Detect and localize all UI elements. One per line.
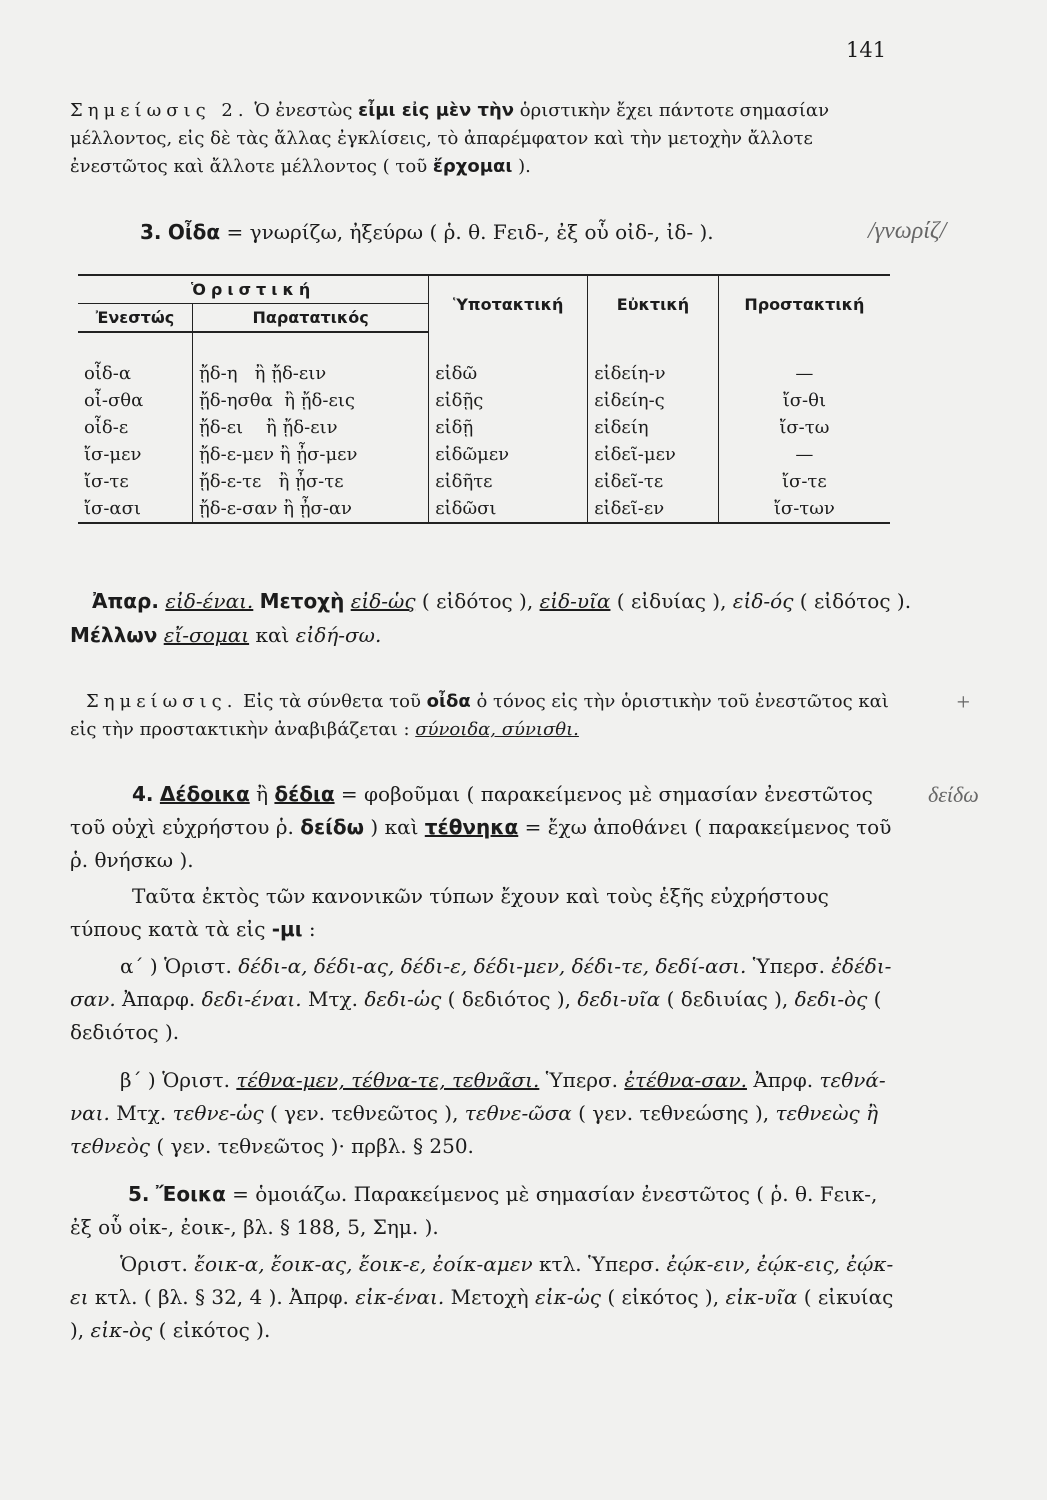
beta-text-4: Μτχ. <box>109 1101 173 1125</box>
cell-paratatikos: ᾔδ-ε-τε ἢ ᾖσ-τε <box>192 468 428 495</box>
alpha-text-5: ( δεδιότος ), <box>441 987 578 1011</box>
table-row <box>78 414 890 441</box>
section-4-number: 4. <box>132 782 154 806</box>
cell-prostaktiki: ἴσ-θι <box>718 387 890 414</box>
cell-enestos: οἶ-σθα <box>84 390 144 411</box>
cell-enestos: ἴσ-τε <box>84 471 129 492</box>
beta-text-2: Ὑπερσ. <box>539 1068 625 1092</box>
future-form-1: εἴ-σομαι <box>163 623 250 647</box>
alpha-text-2: Ὑπερσ. <box>746 954 832 978</box>
handwritten-margin-note: /γνωρίζ/ <box>868 218 947 244</box>
note-3-text-2: ὁ τόνος εἰς τὴν ὁριστικὴν τοῦ ἐνεστῶτος καὶ εἰς τὴν προστακτικὴν ἀναβιβάζεται : <box>70 691 889 740</box>
header-euktiki: Εὐκτική <box>588 275 719 332</box>
infinitive-participle-paragraph <box>70 584 920 652</box>
note-3-lead: Σημείωσις. <box>86 691 238 712</box>
s5b-text-5: ( εἰκότος ), <box>600 1285 726 1309</box>
alpha-forms-6: δεδι-ὸς <box>794 987 868 1011</box>
cell-prostaktiki: — <box>718 441 890 468</box>
s5b-text-1: Ὁριστ. <box>120 1252 195 1276</box>
note-2-text-1: Ὁ ἐνεστὼς <box>248 100 359 121</box>
table-row <box>78 387 890 414</box>
section-5-text: = ὁμοιάζω. Παρακείμενος μὲ σημασίαν ἐνεστῶτος ( ῥ. θ. Fεικ-, ἐξ οὗ οἰκ-, ἐοικ-, βλ. § 188, 5, Σημ. ). <box>70 1182 878 1239</box>
beta-forms-3: τεθνά-ναι. <box>70 1068 886 1125</box>
note-2-paragraph <box>70 97 910 181</box>
beta-text-6: ( γεν. τεθνεώσης ), <box>571 1101 776 1125</box>
page-number: 141 <box>846 38 887 62</box>
cell-euktiki: εἰδεῖ-μεν <box>588 441 719 468</box>
cell-euktiki: εἰδεῖ-τε <box>588 468 719 495</box>
cell-enestos: ἴσ-ασι <box>78 495 192 523</box>
participle-label: Μετοχὴ <box>259 589 345 613</box>
cell-euktiki: εἰδεῖ-εν <box>588 495 719 523</box>
participle-masc-gen: ( εἰδότος ), <box>415 589 540 613</box>
header-prostaktiki: Προστακτική <box>718 275 890 332</box>
cell-prostaktiki: ἴσ-τω <box>718 414 890 441</box>
section-4-word-1: Δέδοικα <box>159 782 250 806</box>
header-oristiki-label: Ὁριστική <box>190 280 316 299</box>
s5b-forms-1: ἔοικ-α, ἔοικ-ας, ἔοικ-ε, ἐοίκ-αμεν <box>194 1252 533 1276</box>
s5b-text-4: Μετοχὴ <box>444 1285 536 1309</box>
participle-neut: εἰδ-ός <box>732 589 794 613</box>
section-3-definition: = γνωρίζω, ἠξεύρω ( ῥ. θ. Fειδ-, ἐξ οὗ οἰδ-, ἰδ- ). <box>220 220 714 244</box>
cell-enestos: οἶδ-α <box>84 363 131 384</box>
future-label: Μέλλων <box>70 623 158 647</box>
section-4-alpha-paragraph <box>70 950 900 1049</box>
cell-paratatikos: ᾔδ-ησθα ἢ ᾔδ-εις <box>192 387 428 414</box>
note-3-bold: οἶδα <box>426 691 471 712</box>
cell-ypotaktiki: εἰδῇς <box>429 387 588 414</box>
cell-euktiki: εἰδείη-ν <box>588 360 719 387</box>
apar-value: εἰδ-έναι. <box>165 589 254 613</box>
s5b-forms-3: εἰκ-έναι. <box>355 1285 445 1309</box>
s5b-text-2: κτλ. Ὑπερσ. <box>532 1252 667 1276</box>
table-row <box>78 495 890 523</box>
header-paratatikos: Παρατατικός <box>192 304 428 333</box>
cell-ypotaktiki: εἰδῶμεν <box>429 441 588 468</box>
s5b-text-3: κτλ. ( βλ. § 32, 4 ). Ἀπρφ. <box>88 1285 356 1309</box>
beta-forms-5: τεθνε-ῶσα <box>464 1101 572 1125</box>
cell-paratatikos: ᾔδ-ε-σαν ἢ ᾖσ-αν <box>192 495 428 523</box>
note-3-text-1: Εἰς τὰ σύνθετα τοῦ <box>237 691 427 712</box>
section-5-number: 5. <box>128 1182 150 1206</box>
beta-forms-6: τεθνεὼς ἢ τεθνεὸς <box>70 1101 879 1158</box>
section-3-number: 3. <box>140 220 162 244</box>
alpha-text-4: Μτχ. <box>301 987 365 1011</box>
section-5b-paragraph <box>70 1248 900 1347</box>
alpha-text-6: ( δεδιυίας ), <box>660 987 795 1011</box>
alpha-forms-3: δεδι-έναι. <box>201 987 302 1011</box>
s5b-text-6: ( εἰκυίας ), <box>70 1285 894 1342</box>
cell-euktiki: εἰδείη <box>588 414 719 441</box>
cell-paratatikos: ᾔδ-ει ἢ ᾔδ-ειν <box>192 414 428 441</box>
section-5-paragraph <box>70 1178 900 1244</box>
table-row <box>78 441 890 468</box>
note-2-text-3: ). <box>512 156 531 177</box>
alpha-forms-4: δεδι-ὡς <box>364 987 442 1011</box>
participle-fem-gen: ( εἰδυίας ), <box>610 589 733 613</box>
section-4-text-1: = φοβοῦμαι ( παρακείμενος μὲ σημασίαν ἐνεστῶτος τοῦ οὐχὶ εὐχρήστου ῥ. <box>70 782 873 839</box>
section-4-word-3: δείδω <box>300 815 365 839</box>
alpha-forms-5: δεδι-υῖα <box>577 987 661 1011</box>
section-4b-bold: -μι <box>271 917 303 941</box>
handwritten-margin-note-2: δείδω <box>928 782 979 807</box>
cell-euktiki: εἰδείη-ς <box>588 387 719 414</box>
participle-masc: εἰδ-ὡς <box>350 589 416 613</box>
cell-prostaktiki: — <box>718 360 890 387</box>
apar-label: Ἀπαρ. <box>92 589 159 613</box>
note-2-lead: Σημείωσις 2. <box>70 100 249 121</box>
s5b-forms-6: εἰκ-ὸς <box>90 1318 153 1342</box>
table-row <box>78 360 890 387</box>
beta-forms-1: τέθνα-μεν, τέθνα-τε, τεθνᾶσι. <box>236 1068 540 1092</box>
cell-prostaktiki: ἴσ-τε <box>718 468 890 495</box>
participle-fem: εἰδ-υῖα <box>539 589 611 613</box>
beta-text-1: β΄ ) Ὁριστ. <box>120 1068 237 1092</box>
section-4-paragraph <box>70 778 900 877</box>
header-enestos: Ἐνεστώς <box>78 304 192 333</box>
s5b-forms-4: εἰκ-ὡς <box>535 1285 601 1309</box>
note-2-bold-2: ἔρχομαι <box>432 156 513 177</box>
cell-paratatikos: ᾔδ-η ἢ ᾔδ-ειν <box>192 360 428 387</box>
future-conj: καὶ <box>249 623 296 647</box>
cell-enestos: οἶδ-ε <box>84 417 129 438</box>
future-form-2: εἰδή-σω. <box>295 623 382 647</box>
beta-text-5: ( γεν. τεθνεῶτος ), <box>263 1101 465 1125</box>
section-3-heading <box>140 216 900 248</box>
cell-ypotaktiki: εἰδῇ <box>429 414 588 441</box>
section-4-word-2: δέδια <box>274 782 335 806</box>
cell-ypotaktiki: εἰδῶ <box>429 360 588 387</box>
cell-paratatikos: ᾔδ-ε-μεν ἢ ᾖσ-μεν <box>192 441 428 468</box>
section-4b-text-2: : <box>302 917 316 941</box>
handwritten-margin-mark: + <box>955 690 972 716</box>
cell-prostaktiki: ἴσ-των <box>718 495 890 523</box>
s5b-forms-5: εἰκ-υῖα <box>725 1285 798 1309</box>
participle-neut-gen: ( εἰδότος ). <box>793 589 912 613</box>
note-2-bold-1: εἶμι εἰς μὲν τὴν <box>358 100 515 121</box>
section-4-beta-paragraph <box>70 1064 900 1163</box>
cell-ypotaktiki: εἰδῆτε <box>429 468 588 495</box>
alpha-forms-2: ἐδέδι-σαν. <box>70 954 892 1011</box>
note-3-paragraph <box>70 688 910 744</box>
s5b-text-7: ( εἰκότος ). <box>152 1318 271 1342</box>
beta-text-3: Ἀπρφ. <box>746 1068 820 1092</box>
s5b-forms-2: ἐῴκ-ειν, ἐῴκ-εις, ἐῴκ-ει <box>70 1252 894 1309</box>
beta-text-7: ( γεν. τεθνεῶτος )· πρβλ. § 250. <box>149 1134 474 1158</box>
section-4b-paragraph <box>70 880 900 946</box>
note-2-text-2: ὁριστικὴν ἔχει πάντοτε σημασίαν μέλλοντος, εἰς δὲ τὰς ἄλλας ἐγκλίσεις, τὸ ἀπαρέμφατον καὶ τὴν μετοχὴν ἄλλοτε ἐνεστῶτος καὶ ἄλλοτε μέλλοντος ( τοῦ <box>70 100 830 177</box>
section-4-text-3: = ἔχω ἀποθάνει ( παρακείμενος τοῦ ῥ. θνήσκω ). <box>70 815 892 872</box>
section-4-or: ἢ <box>249 782 275 806</box>
beta-forms-2: ἐτέθνα-σαν. <box>624 1068 747 1092</box>
section-4-word-4: τέθνηκα <box>424 815 519 839</box>
alpha-text-3: Ἀπαρφ. <box>115 987 202 1011</box>
beta-forms-4: τεθνε-ὡς <box>172 1101 264 1125</box>
section-4-text-2: ) καὶ <box>364 815 425 839</box>
cell-ypotaktiki: εἰδῶσι <box>429 495 588 523</box>
section-3-word: Οἶδα <box>167 220 221 244</box>
note-3-italic: σύνοιδα, σύνισθι. <box>415 719 579 740</box>
section-5-word: Ἔοικα <box>155 1182 226 1206</box>
alpha-text-1: α΄ ) Ὁριστ. <box>120 954 239 978</box>
alpha-text-7: ( δεδιότος ). <box>70 987 882 1044</box>
cell-enestos: ἴσ-μεν <box>84 444 142 465</box>
conjugation-table <box>78 274 890 524</box>
section-4b-text-1: Ταῦτα ἐκτὸς τῶν κανονικῶν τύπων ἔχουν καὶ τοὺς ἑξῆς εὐχρήστους τύπους κατὰ τὰ εἰς <box>70 884 829 941</box>
alpha-forms-1: δέδι-α, δέδι-ας, δέδι-ε, δέδι-μεν, δέδι-τε, δεδί-ασι. <box>238 954 747 978</box>
header-ypotaktiki: Ὑποτακτική <box>429 275 588 332</box>
table-row <box>78 468 890 495</box>
header-oristiki <box>78 275 429 304</box>
